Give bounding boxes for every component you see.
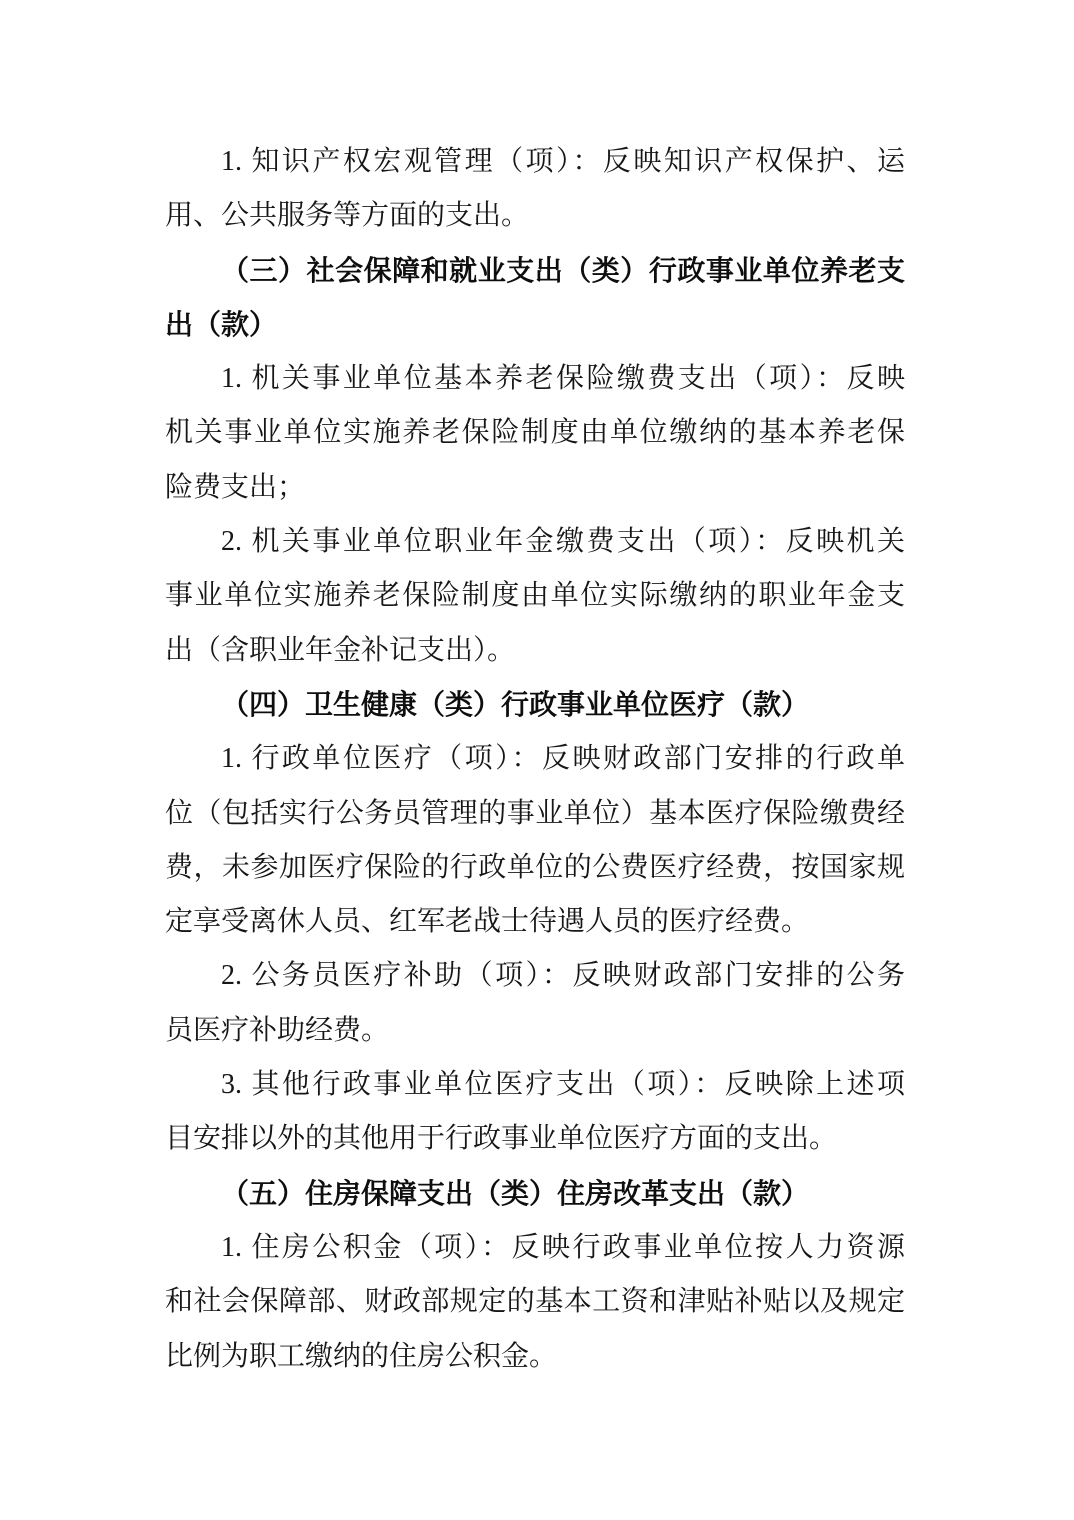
text-line: 位（包括实行公务员管理的事业单位）基本医疗保险缴费经	[165, 797, 905, 829]
text-line: 和社会保障部、财政部规定的基本工资和津贴补贴以及规定	[165, 1286, 905, 1318]
section-heading-line: （四）卫生健康（类）行政事业单位医疗（款）	[221, 688, 810, 720]
text-line: 比例为职工缴纳的住房公积金。	[165, 1340, 558, 1372]
text-line: 1. 知识产权宏观管理（项）：反映知识产权保护、运	[221, 146, 905, 177]
text-line: 险费支出；	[165, 471, 306, 503]
text-line: 2. 公务员医疗补助（项）：反映财政部门安排的公务	[221, 960, 905, 992]
text-line: 1. 机关事业单位基本养老保险缴费支出（项）：反映	[221, 363, 905, 395]
text-line: 出（含职业年金补记支出）。	[165, 634, 516, 666]
section-heading-line: 出（款）	[165, 308, 278, 340]
text-line: 3. 其他行政事业单位医疗支出（项）：反映除上述项	[221, 1069, 905, 1101]
text-line: 事业单位实施养老保险制度由单位实际缴纳的职业年金支	[165, 580, 905, 612]
text-line: 机关事业单位实施养老保险制度由单位缴纳的基本养老保	[165, 417, 905, 449]
section-heading-line: （五）住房保障支出（类）住房改革支出（款）	[221, 1177, 810, 1209]
text-line: 费，未参加医疗保险的行政单位的公费医疗经费，按国家规	[165, 851, 905, 883]
text-line: 2. 机关事业单位职业年金缴费支出（项）：反映机关	[221, 526, 905, 558]
text-line: 1. 行政单位医疗（项）：反映财政部门安排的行政单	[221, 743, 905, 775]
text-line: 定享受离休人员、红军老战士待遇人员的医疗经费。	[165, 906, 810, 938]
document-body	[165, 135, 905, 1384]
section-heading-line: （三）社会保障和就业支出（类）行政事业单位养老支	[221, 254, 905, 286]
text-line: 1. 住房公积金（项）：反映行政事业单位按人力资源	[221, 1231, 905, 1263]
text-line: 目安排以外的其他用于行政事业单位医疗方面的支出。	[165, 1123, 838, 1155]
text-line: 员医疗补助经费。	[165, 1014, 390, 1046]
text-line: 用、公共服务等方面的支出。	[165, 200, 530, 232]
